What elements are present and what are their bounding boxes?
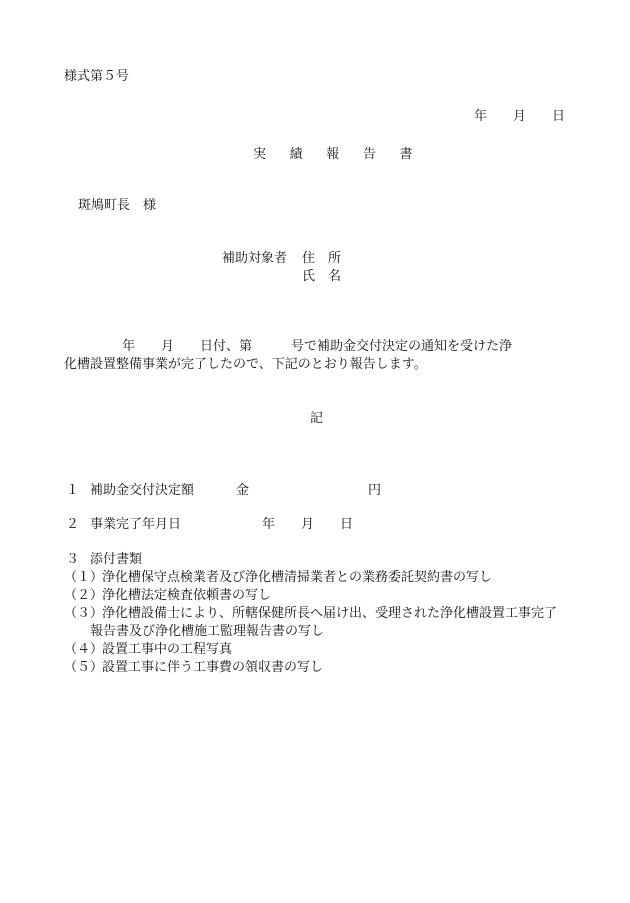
body-text-line2: 化槽設置整備事業が完了したので、下記のとおり報告します。 <box>64 357 427 372</box>
item1-label: 補助金交付決定額 <box>90 483 195 498</box>
addressee: 斑鳩町長 様 <box>78 198 157 213</box>
attachment-3-number: （３） <box>64 606 104 621</box>
applicant-label: 補助対象者 <box>222 251 288 266</box>
page-title: 実 績 報 告 書 <box>253 147 423 162</box>
item3-label: 添付書類 <box>90 552 143 567</box>
item1-yen: 円 <box>368 483 382 498</box>
attachment-5-number: （５） <box>64 660 104 675</box>
attachment-4-number: （４） <box>64 642 104 657</box>
item2-number: ２ <box>66 517 80 532</box>
attachment-1-number: （１） <box>64 570 104 585</box>
item2-date: 年 月 日 <box>262 517 354 532</box>
attachment-3-text: 浄化槽設備士により、所轄保健所長へ届け出、受理された浄化槽設置工事完了 <box>102 606 558 621</box>
attachment-2-number: （２） <box>64 588 104 603</box>
body-text-line1: 年 月 日付、第 号で補助金交付決定の通知を受けた浄 <box>122 339 513 354</box>
attachment-4-text: 設置工事中の工程写真 <box>102 642 233 657</box>
item2-label: 事業完了年月日 <box>90 517 182 532</box>
item1-number: １ <box>66 483 80 498</box>
form-number: 様式第５号 <box>64 69 130 84</box>
attachment-3-text-cont: 報告書及び浄化槽施工監理報告書の写し <box>90 624 325 639</box>
attachment-5-text: 設置工事に伴う工事費の領収書の写し <box>102 660 324 675</box>
item1-kin: 金 <box>236 483 250 498</box>
date-line: 年 月 日 <box>474 109 566 124</box>
address-label: 住 所 <box>302 251 342 266</box>
attachment-1-text: 浄化槽保守点検業者及び浄化槽清掃業者との業務委託契約書の写し <box>102 570 493 585</box>
ki-heading: 記 <box>310 411 324 426</box>
name-label: 氏 名 <box>302 269 342 284</box>
attachment-2-text: 浄化槽法定検査依頼書の写し <box>102 588 272 603</box>
item3-number: ３ <box>66 552 80 567</box>
